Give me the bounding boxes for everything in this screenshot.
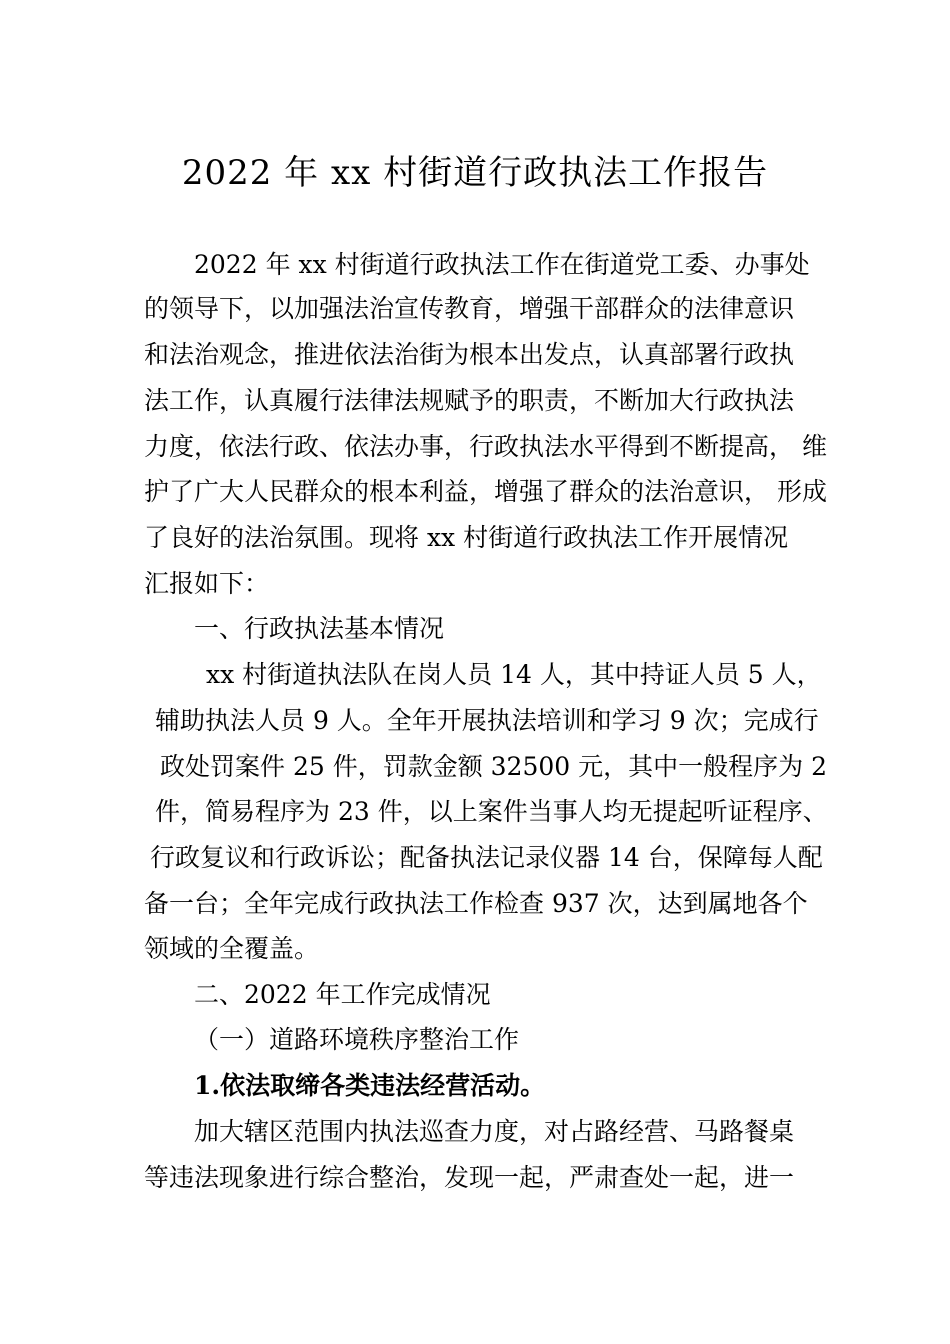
section-heading-1: 一、行政执法基本情况 (194, 614, 445, 643)
paragraph-line-17: 等违法现象进行综合整治，发现一起，严肃查处一起，进一 (144, 1163, 795, 1192)
paragraph-line-1: 2022 年 xx 村街道行政执法工作在街道党工委、办事处 (194, 250, 810, 279)
paragraph-line-4: 法工作，认真履行法律法规赋予的职责，不断加大行政执法 (144, 386, 795, 415)
paragraph-line-9: xx 村街道执法队在岗人员 14 人，其中持证人员 5 人， (206, 660, 822, 689)
paragraph-line-8: 汇报如下： (144, 569, 270, 598)
paragraph-line-10: 辅助执法人员 9 人。全年开展执法培训和学习 9 次；完成行 (155, 706, 819, 735)
subsection-heading-1: （一）道路环境秩序整治工作 (194, 1025, 520, 1054)
paragraph-line-14: 备一台；全年完成行政执法工作检查 937 次，达到属地各个 (144, 889, 808, 918)
paragraph-line-16: 加大辖区范围内执法巡查力度，对占路经营、马路餐桌 (194, 1117, 795, 1146)
document-title: 2022 年 xx 村街道行政执法工作报告 (181, 153, 769, 193)
section-heading-2: 二、2022 年工作完成情况 (194, 980, 491, 1009)
paragraph-line-6: 护了广大人民群众的根本利益，增强了群众的法治意识， 形成 (144, 477, 827, 506)
paragraph-line-7: 了良好的法治氛围。现将 xx 村街道行政执法工作开展情况 (144, 523, 789, 552)
paragraph-line-11: 政处罚案件 25 件，罚款金额 32500 元，其中一般程序为 2 (160, 752, 827, 781)
paragraph-line-2: 的领导下，以加强法治宣传教育，增强干部群众的法律意识 (144, 294, 795, 323)
paragraph-line-5: 力度，依法行政、依法办事，行政执法水平得到不断提高， 维 (144, 432, 827, 461)
paragraph-line-13: 行政复议和行政诉讼；配备执法记录仪器 14 台，保障每人配 (150, 843, 823, 872)
paragraph-line-3: 和法治观念，推进依法治街为根本出发点，认真部署行政执 (144, 340, 795, 369)
paragraph-line-12: 件，简易程序为 23 件，以上案件当事人均无提起听证程序、 (155, 797, 828, 826)
paragraph-line-15: 领域的全覆盖。 (144, 934, 320, 963)
bold-item-heading-1: 1.依法取缔各类违法经营活动。 (194, 1071, 546, 1100)
